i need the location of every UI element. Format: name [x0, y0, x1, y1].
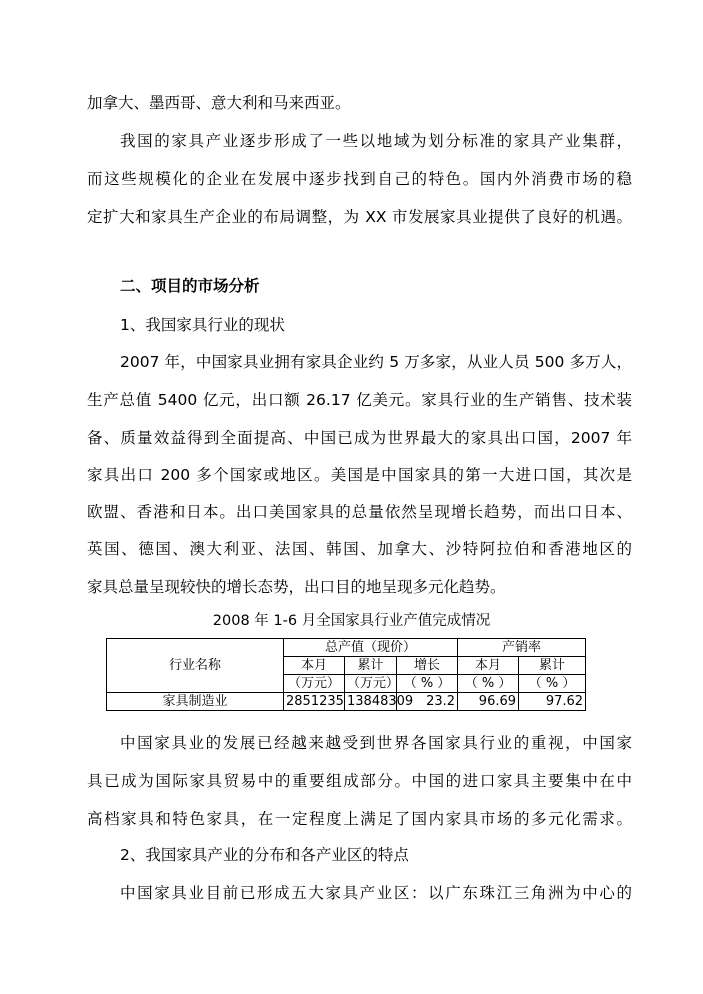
table-group-header: 产销率 — [458, 639, 586, 657]
table-caption: 2008 年 1-6 月全国家具行业产值完成情况 — [212, 613, 491, 629]
output-table — [106, 638, 586, 711]
paragraph-line: 中国家具业目前已形成五大家具产业区：以广东珠江三角洲为中心的 — [120, 884, 632, 902]
table-unit: （ % ） — [397, 675, 458, 693]
table-header-row — [107, 657, 586, 675]
paragraph-line: 备、质量效益得到全面提高、中国已成为世界最大的家具出口国，2007 年 — [87, 429, 632, 447]
table-column-header: 累计 — [345, 657, 397, 675]
table-column-header: 累计 — [519, 657, 586, 675]
table-cell — [107, 675, 284, 693]
table-unit: （ % ） — [458, 675, 519, 693]
table-header-row — [107, 639, 586, 657]
table-row — [107, 693, 586, 711]
table-column-header: 增长 — [397, 657, 458, 675]
paragraph-line: 生产总值 5400 亿元，出口额 26.17 亿美元。家具行业的生产销售、技术装 — [87, 391, 632, 409]
paragraph-line: 家具总量呈现较快的增长态势，出口目的地呈现多元化趋势。 — [87, 578, 506, 596]
paragraph-line: 英国、德国、澳大利亚、法国、韩国、加拿大、沙特阿拉伯和香港地区的 — [87, 540, 632, 558]
table-cell — [107, 639, 284, 657]
paragraph-line: 具已成为国际家具贸易中的重要组成部分。中国的进口家具主要集中在中 — [87, 772, 632, 790]
paragraph-line: 加拿大、墨西哥、意大利和马来西亚。 — [87, 94, 351, 112]
paragraph-line: 而这些规模化的企业在发展中逐步找到自己的特色。国内外消费市场的稳 — [87, 170, 632, 188]
paragraph-line: 欧盟、香港和日本。出口美国家具的总量依然呈现增长趋势，而出口日本、 — [87, 503, 632, 521]
paragraph-line: 我国的家具产业逐步形成了一些以地域为划分标准的家具产业集群， — [120, 132, 632, 150]
table-cell: 23.2 — [397, 693, 458, 711]
table-cell: 家具制造业 — [107, 693, 284, 711]
paragraph-line: 家具出口 200 多个国家或地区。美国是中国家具的第一大进口国，其次是 — [87, 466, 632, 484]
table-cell: 96.69 — [458, 693, 519, 711]
section-heading: 二、项目的市场分析 — [120, 277, 260, 295]
table-unit-row — [107, 675, 586, 693]
table-column-header: 行业名称 — [107, 657, 284, 675]
table-cell: 13848309 — [345, 693, 397, 711]
paragraph-line: 高档家具和特色家具，在一定程度上满足了国内家具市场的多元化需求。 — [87, 810, 632, 828]
table-column-header: 本月 — [458, 657, 519, 675]
table-unit: （ % ） — [519, 675, 586, 693]
paragraph-line: 中国家具业的发展已经越来越受到世界各国家具行业的重视，中国家 — [120, 734, 632, 752]
subsection-heading: 1、我国家具行业的现状 — [120, 316, 285, 334]
subsection-heading: 2、我国家具产业的分布和各产业区的特点 — [120, 846, 409, 864]
paragraph-line: 定扩大和家具生产企业的布局调整，为 XX 市发展家具业提供了良好的机遇。 — [87, 208, 632, 226]
paragraph-line: 2007 年，中国家具业拥有家具企业约 5 万多家，从业人员 500 多万人， — [120, 353, 632, 371]
table-column-header: 本月 — [284, 657, 345, 675]
table-group-header: 总产值（现价） — [284, 639, 458, 657]
table-cell: 97.62 — [519, 693, 586, 711]
table-cell: 2851235 — [284, 693, 345, 711]
table-unit: （万元） — [345, 675, 397, 693]
table-unit: （万元） — [284, 675, 345, 693]
